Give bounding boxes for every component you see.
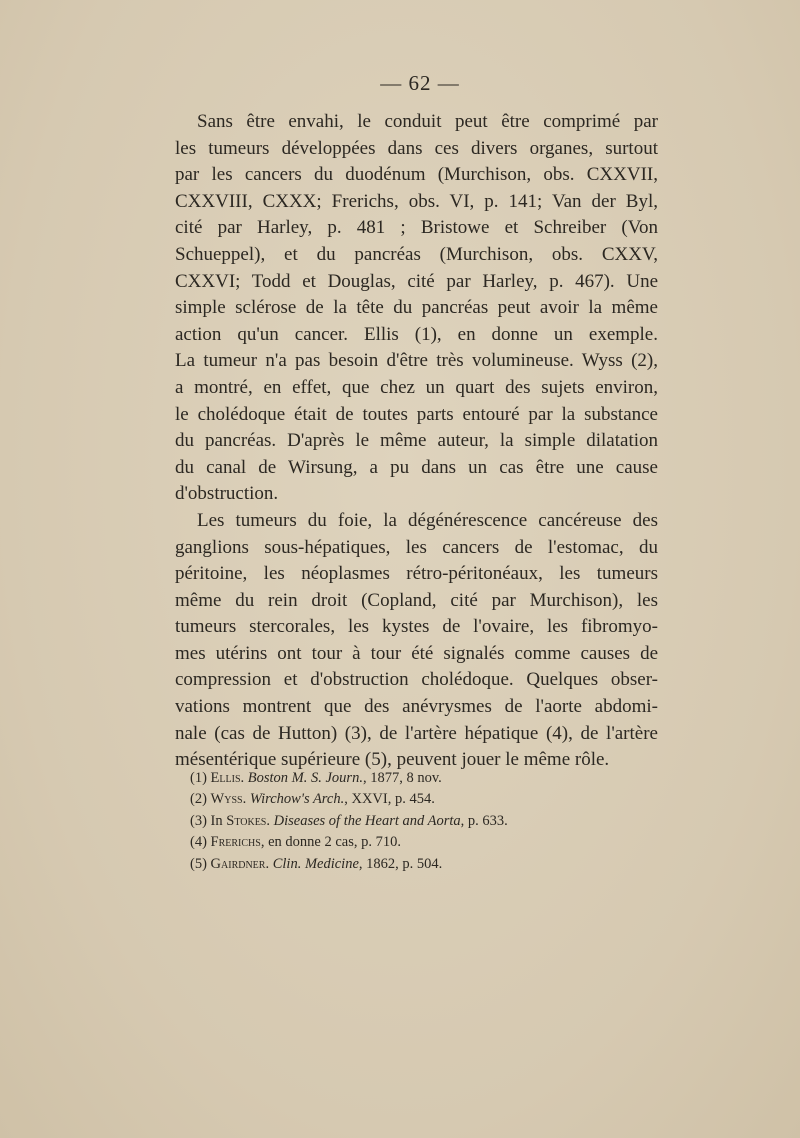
footnote: (2) Wyss. Wirchow's Arch., XXVI, p. 454. (190, 791, 435, 808)
text-line: le cholédoque était de toutes parts entouré par la substance (175, 403, 658, 425)
text-line: action qu'un cancer. Ellis (1), en donne un exemple. (175, 323, 658, 345)
footnote: (3) In Stokes. Diseases of the Heart and Aorta, p. 633. (190, 812, 508, 829)
text-line: tumeurs stercorales, les kystes de l'ovaire, les fibromyo- (175, 616, 658, 638)
text-line: La tumeur n'a pas besoin d'être très volumineuse. Wyss (2), (175, 350, 658, 372)
text-line: a montré, en effet, que chez un quart des sujets environ, (175, 376, 658, 398)
text-line: Les tumeurs du foie, la dégénérescence cancéreuse des (197, 509, 658, 531)
text-line: CXXVI; Todd et Douglas, cité par Harley, p. 467). Une (175, 270, 658, 292)
text-line: mes utérins ont tour à tour été signalés comme causes de (175, 642, 658, 664)
text-line: mésentérique supérieure (5), peuvent jouer le même rôle. (175, 749, 610, 771)
text-line: les tumeurs développées dans ces divers organes, surtout (175, 137, 658, 159)
text-line: péritoine, les néoplasmes rétro-péritonéaux, les tumeurs (175, 563, 658, 585)
text-line: nale (cas de Hutton) (3), de l'artère hépatique (4), de l'artère (175, 722, 658, 744)
text-line: d'obstruction. (175, 483, 279, 505)
text-line: du canal de Wirsung, a pu dans un cas être une cause (175, 456, 658, 478)
text-line: Sans être envahi, le conduit peut être comprimé par (197, 111, 658, 132)
text-line: ganglions sous-hépatiques, les cancers de l'estomac, du (175, 536, 658, 558)
text-line: CXXVIII, CXXX; Frerichs, obs. VI, p. 141; Van der Byl, (175, 190, 658, 212)
text-line: par les cancers du duodénum (Murchison, obs. CXXVII, (175, 164, 658, 186)
footnote: (4) Frerichs, en donne 2 cas, p. 710. (190, 834, 401, 851)
text-line: du pancréas. D'après le même auteur, la simple dilatation (175, 430, 658, 452)
text-line: cité par Harley, p. 481 ; Bristowe et Schreiber (Von (175, 217, 658, 239)
page-number: — 62 — (380, 71, 460, 95)
footnotes (190, 768, 650, 875)
text-line: même du rein droit (Copland, cité par Murchison), les (175, 589, 658, 611)
body-text (175, 109, 658, 774)
text-line: Schueppel), et du pancréas (Murchison, obs. CXXV, (175, 243, 658, 265)
text-line: simple sclérose de la tête du pancréas peut avoir la même (175, 297, 658, 319)
footnote: (5) Gairdner. Clin. Medicine, 1862, p. 504. (190, 855, 443, 872)
footnote: (1) Ellis. Boston M. S. Journ., 1877, 8 nov. (190, 770, 442, 786)
text-line: compression et d'obstruction cholédoque. Quelques obser- (175, 669, 658, 691)
text-line: vations montrent que des anévrysmes de l'aorte abdomi- (175, 696, 658, 718)
